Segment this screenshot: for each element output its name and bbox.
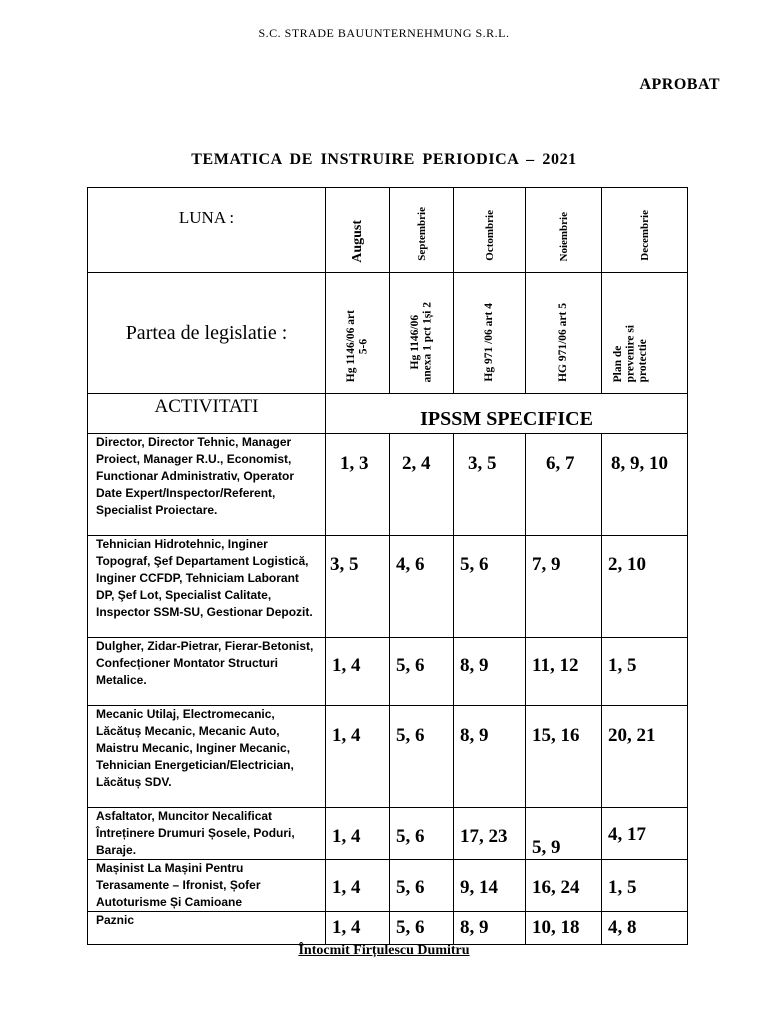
company-name: S.C. STRADE BAUUNTERNEHMUNG S.R.L. bbox=[258, 26, 510, 40]
month-label: Noiembrie bbox=[557, 211, 570, 261]
value-cell: 1, 3 bbox=[326, 434, 390, 536]
month-cell bbox=[390, 188, 454, 273]
ipssm-label: IPSSM SPECIFICE bbox=[326, 394, 688, 434]
value-cell: 8, 9 bbox=[454, 912, 526, 945]
value-cell: 9, 14 bbox=[454, 860, 526, 912]
legislation-cell bbox=[526, 273, 602, 394]
role-cell: Dulgher, Zidar-Pietrar, Fierar-Betonist, Confecționer Montator Structuri Metalice. bbox=[88, 638, 326, 706]
legislation-text: Hg 1146/06 art 5-6 bbox=[345, 309, 370, 382]
month-cell bbox=[326, 188, 390, 273]
legislation-text: HG 971/06 art 5 bbox=[557, 303, 570, 382]
role-cell: Director, Director Tehnic, Manager Proiect, Manager R.U., Economist, Functionar Administrativ, Operator Date Expert/Inspector/Referent, Specialist Proiectare. bbox=[88, 434, 326, 536]
value-cell: 5, 6 bbox=[390, 860, 454, 912]
value-cell: 3, 5 bbox=[326, 536, 390, 638]
role-cell: Tehnician Hidrotehnic, Inginer Topograf, Şef Departament Logistică, Inginer CCFDP, Tehniciam Laborant DP, Şef Lot, Specialist Calitate, Inspector SSM-SU, Gestionar Depozit. bbox=[88, 536, 326, 638]
legislation-text: Hg 1146/06 anexa 1 pct 1și 2 bbox=[409, 301, 434, 382]
value-cell: 1, 5 bbox=[602, 638, 688, 706]
value-cell: 4, 6 bbox=[390, 536, 454, 638]
month-cell bbox=[602, 188, 688, 273]
value-cell: 3, 5 bbox=[454, 434, 526, 536]
month-label: Decembrie bbox=[638, 210, 651, 261]
legislation-text: Hg 971 /06 art 4 bbox=[483, 303, 496, 382]
value-cell: 4, 17 bbox=[602, 808, 688, 860]
value-cell: 2, 10 bbox=[602, 536, 688, 638]
table-row bbox=[88, 536, 688, 638]
table-row bbox=[88, 912, 688, 945]
value-cell: 20, 21 bbox=[602, 706, 688, 808]
month-label: Octombrie bbox=[483, 210, 496, 261]
training-schedule-table bbox=[87, 187, 688, 945]
table-row bbox=[88, 638, 688, 706]
value-cell: 17, 23 bbox=[454, 808, 526, 860]
value-cell: 8, 9 bbox=[454, 706, 526, 808]
month-label: Septembrie bbox=[415, 207, 428, 261]
role-cell: Mecanic Utilaj, Electromecanic, Lăcătuș Mecanic, Mecanic Auto, Maistru Mecanic, Inginer Mecanic, Tehnician Energetician/Electrician, Lăcătuș SDV. bbox=[88, 706, 326, 808]
legislation-text: Plan de prevenire si protectie bbox=[612, 324, 649, 382]
value-cell: 1, 4 bbox=[326, 808, 390, 860]
month-cell bbox=[454, 188, 526, 273]
value-cell: 5, 6 bbox=[390, 912, 454, 945]
legislation-cell bbox=[326, 273, 390, 394]
months-row bbox=[88, 188, 688, 273]
value-cell: 8, 9, 10 bbox=[602, 434, 688, 536]
activities-label: ACTIVITATI bbox=[88, 394, 326, 434]
legislation-cell bbox=[390, 273, 454, 394]
value-cell: 7, 9 bbox=[526, 536, 602, 638]
value-cell: 10, 18 bbox=[526, 912, 602, 945]
legislation-row bbox=[88, 273, 688, 394]
value-cell: 1, 5 bbox=[602, 860, 688, 912]
value-cell: 4, 8 bbox=[602, 912, 688, 945]
value-cell: 1, 4 bbox=[326, 706, 390, 808]
value-cell: 5, 6 bbox=[390, 706, 454, 808]
legislation-cell bbox=[454, 273, 526, 394]
value-cell: 5, 6 bbox=[390, 638, 454, 706]
role-cell: Asfaltator, Muncitor Necalificat Întreținere Drumuri Șosele, Poduri, Baraje. bbox=[88, 808, 326, 860]
value-cell: 1, 4 bbox=[326, 860, 390, 912]
month-label: August bbox=[349, 220, 365, 263]
value-cell: 5, 9 bbox=[526, 808, 602, 860]
value-cell: 6, 7 bbox=[526, 434, 602, 536]
role-cell: Mașinist La Mașini Pentru Terasamente – Ifronist, Șofer Autoturisme Și Camioane bbox=[88, 860, 326, 912]
prepared-by: Întocmit Firțulescu Dumitru bbox=[298, 943, 470, 958]
role-cell: Paznic bbox=[88, 912, 326, 945]
month-cell bbox=[526, 188, 602, 273]
value-cell: 5, 6 bbox=[390, 808, 454, 860]
document-title: TEMATICA DE INSTRUIRE PERIODICA – 2021 bbox=[191, 151, 577, 168]
table-row bbox=[88, 434, 688, 536]
value-cell: 1, 4 bbox=[326, 912, 390, 945]
value-cell: 8, 9 bbox=[454, 638, 526, 706]
approved-label: APROBAT bbox=[639, 76, 720, 93]
table-row bbox=[88, 808, 688, 860]
value-cell: 16, 24 bbox=[526, 860, 602, 912]
table-row bbox=[88, 860, 688, 912]
value-cell: 2, 4 bbox=[390, 434, 454, 536]
activities-header-row bbox=[88, 394, 688, 434]
value-cell: 15, 16 bbox=[526, 706, 602, 808]
legislation-cell bbox=[602, 273, 688, 394]
value-cell: 5, 6 bbox=[454, 536, 526, 638]
value-cell: 11, 12 bbox=[526, 638, 602, 706]
table-row bbox=[88, 706, 688, 808]
value-cell: 1, 4 bbox=[326, 638, 390, 706]
legislation-label: Partea de legislatie : bbox=[88, 273, 326, 394]
luna-label: LUNA : bbox=[88, 188, 326, 273]
